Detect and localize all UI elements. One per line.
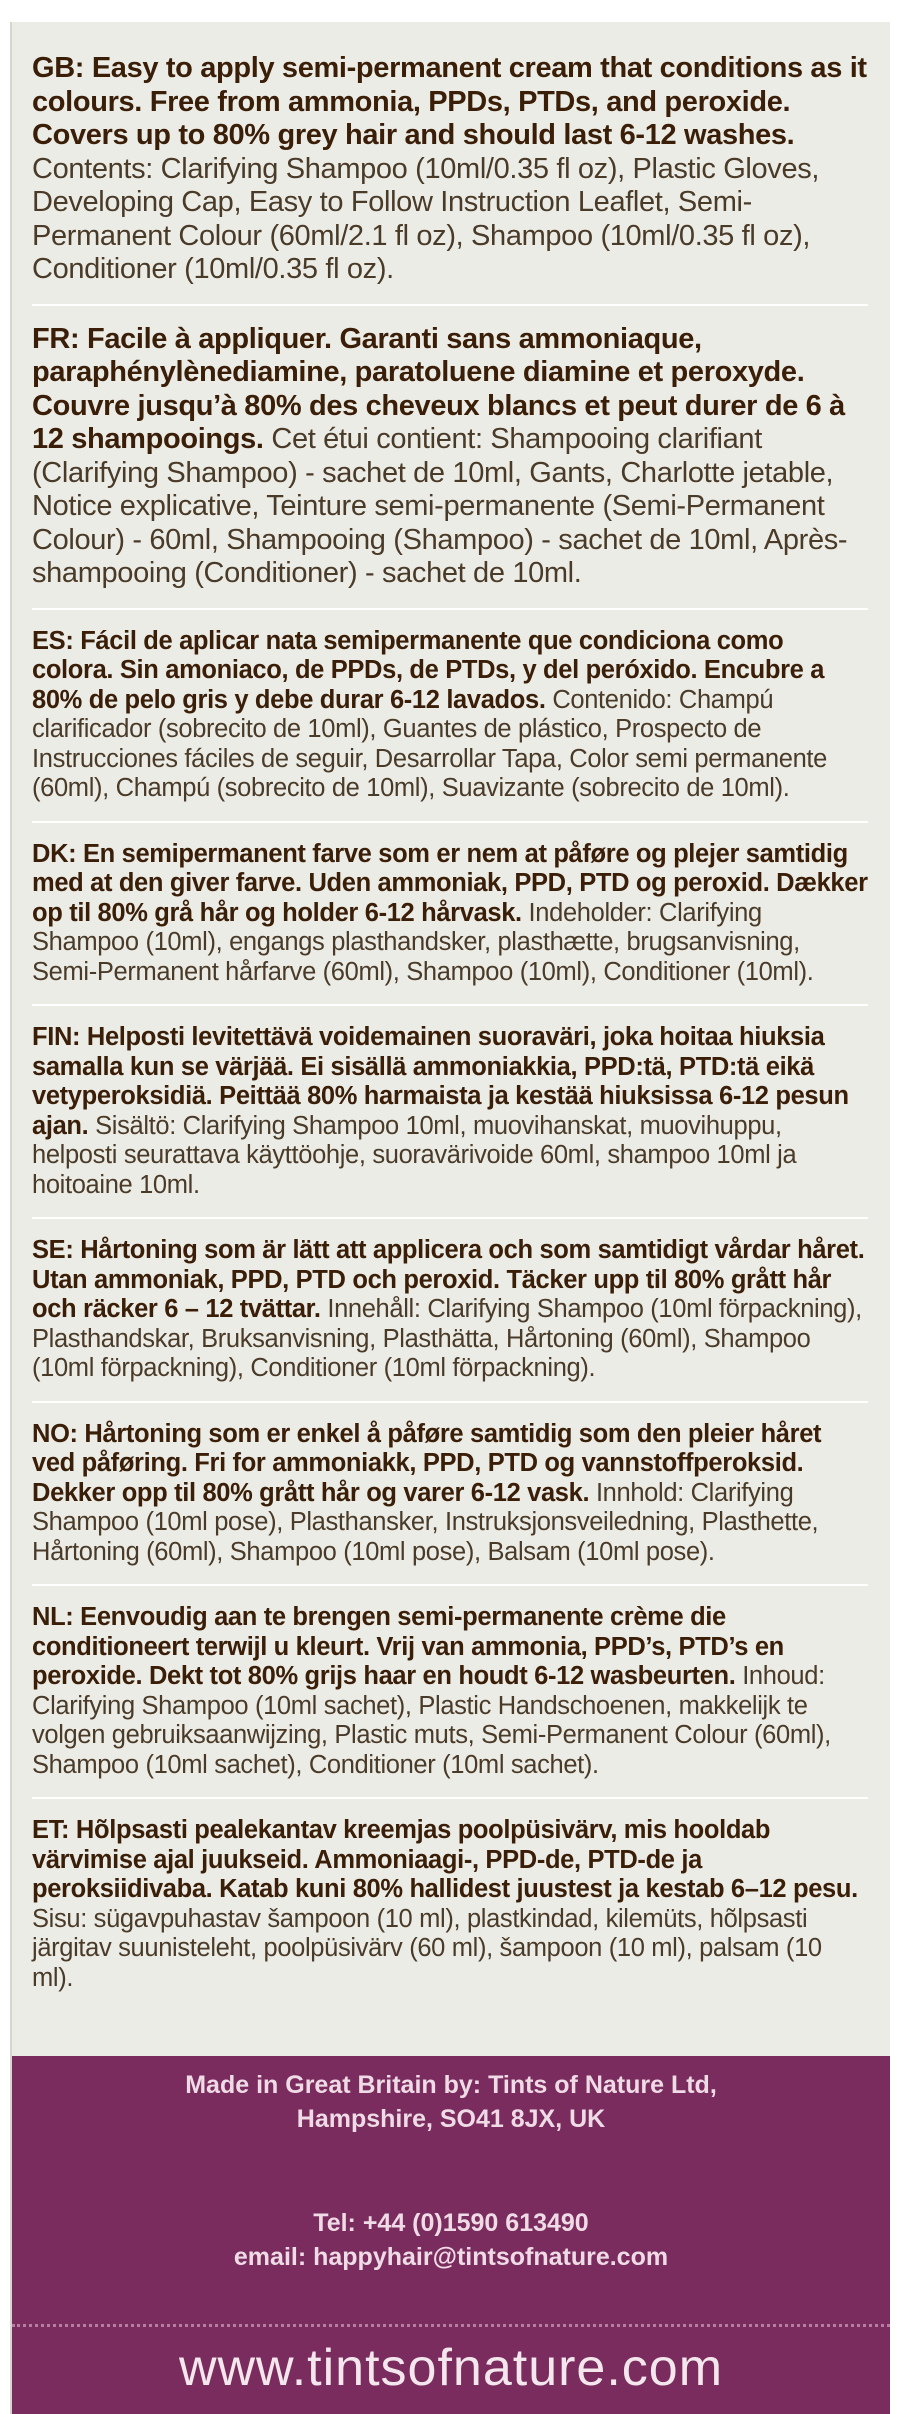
manufacturer-footer xyxy=(12,2056,890,2414)
section-contents: Inhoud: Clarifying Shampoo (10ml sachet), Plastic Handschoenen, makkelijk te volgen gebruiksaanwijzing, Plastic muts, Semi-Permanent Colour (60ml), Shampoo (10ml sachet), Conditioner (10ml sachet). xyxy=(32,1662,831,1779)
section-claim: FIN: Helposti levitettävä voidemainen suoraväri, joka hoitaa hiuksia samalla kun se värjää. Ei sisällä ammoniakkia, PPD:tä, PTD:tä eikä vetyperoksidiä. Peittää 80% harmaista ja kestää hiuksissa 6-12 pesun ajan. xyxy=(32,1023,849,1140)
section-contents: Innhold: Clarifying Shampoo (10ml pose), Plasthansker, Instruksjonsveiledning, Plasthette, Hårtoning (60ml), Shampoo (10ml pose), Balsam (10ml pose). xyxy=(32,1478,819,1566)
section-contents: Cet étui contient: Shampooing clarifiant (Clarifying Shampoo) - sachet de 10ml, Gants, Charlotte jetable, Notice explicative, Teinture semi-permanente (Semi-Permanent Colour) - 60ml, Shampooing (Shampoo) - sachet de 10ml, Après-shampooing (Conditioner) - sachet de 10ml. xyxy=(32,423,848,589)
section-et xyxy=(32,1816,868,2010)
section-contents: Innehåll: Clarifying Shampoo (10ml förpackning), Plasthandskar, Bruksanvisning, Plasthätta, Hårtoning (60ml), Shampoo (10ml förpackning), Conditioner (10ml förpackning). xyxy=(32,1295,862,1382)
website-url: www.tintsofnature.com xyxy=(178,2339,724,2397)
package-panel xyxy=(10,22,890,2414)
section-no xyxy=(32,1420,868,1587)
section-se xyxy=(32,1236,868,1403)
multilingual-description-panel xyxy=(32,52,868,2027)
section-nl xyxy=(32,1603,868,1799)
section-dk xyxy=(32,840,868,1007)
section-claim: ET: Hõlpsasti pealekantav kreemjas poolpüsivärv, mis hooldab värvimise ajal juukseid. Ammoniaagi-, PPD-de, PTD-de ja peroksiidivaba. Katab kuni 80% hallidest juustest ja kestab 6–12 pesu. xyxy=(32,1816,858,1903)
section-claim: SE: Hårtoning som är lätt att applicera och som samtidigt vårdar håret. Utan ammoniak, PPD, PTD och peroxid. Täcker upp til 80% grått hår och räcker 6 – 12 tvättar. xyxy=(32,1236,865,1323)
section-claim: NO: Hårtoning som er enkel å påføre samtidig som den pleier håret ved påføring. Fri for ammoniakk, PPD, PTD og vannstoffperoksid. Dekker opp til 80% grått hår og varer 6-12 vask. xyxy=(32,1419,822,1507)
section-fr xyxy=(32,323,868,610)
section-claim: FR: Facile à appliquer. Garanti sans ammoniaque, paraphénylènediamine, paratoluene diamine et peroxyde. Couvre jusqu’à 80% des cheveux blancs et peut durer de 6 à 12 shampooings. xyxy=(32,322,845,455)
section-claim: NL: Eenvoudig aan te brengen semi-permanente crème die conditioneert terwijl u kleurt. Vrij van ammonia, PPD’s, PTD’s en peroxide. Dekt tot 80% grijs haar en houdt 6-12 wasbeurten. xyxy=(32,1603,784,1690)
section-claim: ES: Fácil de aplicar nata semipermanente que condiciona como colora. Sin amoniaco, de PPDs, de PTDs, y del peróxido. Encubre a 80% de pelo gris y debe durar 6-12 lavados. xyxy=(32,626,825,714)
section-contents: Contenido: Champú clarificador (sobrecito de 10ml), Guantes de plástico, Prospecto de Instrucciones fáciles de seguir, Desarrollar Tapa, Color semi permanente (60ml), Champú (sobrecito de 10ml), Suavizante (sobrecito de 10ml). xyxy=(32,685,827,802)
section-es xyxy=(32,627,868,823)
manufacturer-location: Hampshire, SO41 8JX, UK xyxy=(296,2105,606,2133)
contact-details xyxy=(12,2206,890,2274)
section-claim: GB: Easy to apply semi-permanent cream that conditions as it colours. Free from ammonia, PPDs, PTDs, and peroxide. Covers up to 80% grey hair and should last 6-12 washes. xyxy=(32,52,867,151)
section-contents: Sisältö: Clarifying Shampoo 10ml, muovihanskat, muovihuppu, helposti seurattava käyttöohje, suoravärivoide 60ml, shampoo 10ml ja hoitoaine 10ml. xyxy=(32,1111,797,1199)
phone-number: Tel: +44 (0)1590 613490 xyxy=(313,2209,589,2237)
section-gb xyxy=(32,52,868,306)
section-claim: DK: En semipermanent farve som er nem at påføre og plejer samtidig med at den giver farve. Uden ammoniak, PPD, PTD og peroxid. Dækker op til 80% grå hår og holder 6-12 hårvask. xyxy=(32,839,868,927)
manufacturer-line: Made in Great Britain by: Tints of Nature Ltd, xyxy=(185,2071,717,2099)
email-address: email: happyhair@tintsofnature.com xyxy=(233,2243,669,2271)
section-contents: Indeholder: Clarifying Shampoo (10ml), engangs plasthandsker, plasthætte, brugsanvisning, Semi-Permanent hårfarve (60ml), Shampoo (10ml), Conditioner (10ml). xyxy=(32,898,814,986)
dotted-divider xyxy=(12,2324,890,2327)
section-contents: Contents: Clarifying Shampoo (10ml/0.35 fl oz), Plastic Gloves, Developing Cap, Easy to Follow Instruction Leaflet, Semi-Permanent Colour (60ml/2.1 fl oz), Shampoo (10ml/0.35 fl oz), Conditioner (10ml/0.35 fl oz). xyxy=(32,152,820,285)
manufacturer-address xyxy=(12,2068,890,2136)
section-contents: Sisu: sügavpuhastav šampoon (10 ml), plastkindad, kilemüts, hõlpsasti järgitav suunisteleht, poolpüsivärv (60 ml), šampoon (10 ml), palsam (10 ml). xyxy=(32,1904,822,1992)
section-fin xyxy=(32,1023,868,1219)
